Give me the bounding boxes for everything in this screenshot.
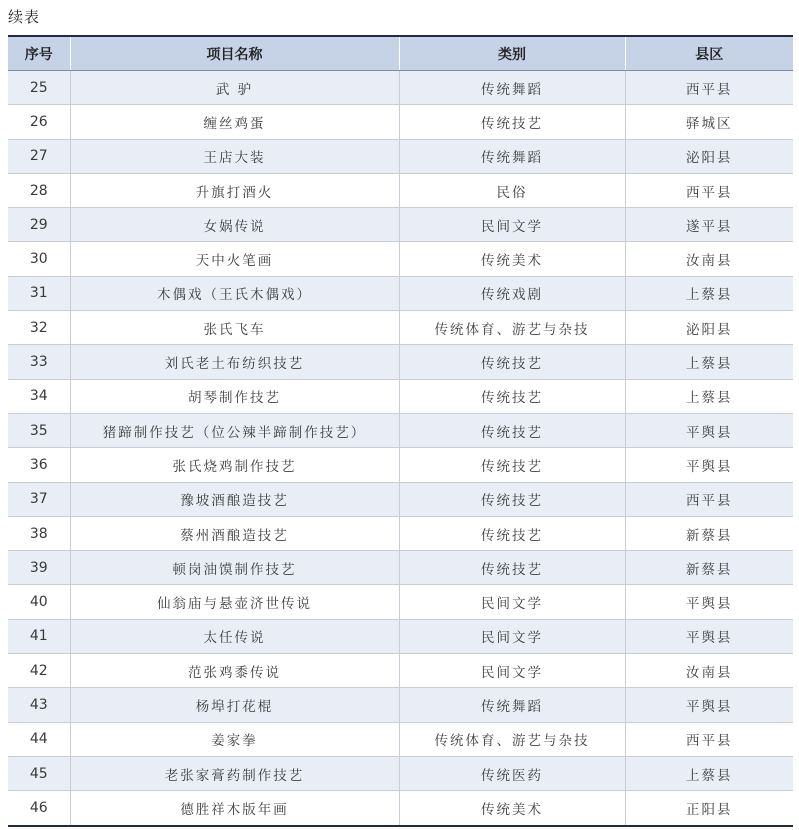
cell-index: 42 [8,654,70,688]
table-row [8,276,793,310]
cell-category: 传统体育、游艺与杂技 [399,722,625,756]
table-row [8,71,793,105]
cell-project-name: 豫坡酒酿造技艺 [70,482,399,516]
table-row [8,722,793,756]
cell-project-name: 姜家拳 [70,722,399,756]
cell-project-name: 武 驴 [70,71,399,105]
cell-index: 40 [8,585,70,619]
cell-county: 平舆县 [625,413,793,447]
table-row [8,379,793,413]
table-row [8,482,793,516]
cell-county: 平舆县 [625,688,793,722]
table-row [8,585,793,619]
cell-county: 泌阳县 [625,311,793,345]
table-row [8,448,793,482]
header-county: 县区 [625,36,793,71]
cell-county: 新蔡县 [625,551,793,585]
cell-category: 民间文学 [399,619,625,653]
cell-project-name: 缠丝鸡蛋 [70,105,399,139]
cell-index: 45 [8,756,70,790]
cell-county: 驿城区 [625,105,793,139]
cell-index: 34 [8,379,70,413]
cell-index: 35 [8,413,70,447]
cell-county: 上蔡县 [625,345,793,379]
cell-project-name: 刘氏老土布纺织技艺 [70,345,399,379]
cell-project-name: 王店大装 [70,139,399,173]
cell-project-name: 天中火笔画 [70,242,399,276]
table-header-row [8,36,793,71]
cell-county: 平舆县 [625,619,793,653]
cell-index: 30 [8,242,70,276]
cell-county: 西平县 [625,71,793,105]
cell-category: 民俗 [399,173,625,207]
cell-project-name: 老张家膏药制作技艺 [70,756,399,790]
table-row [8,105,793,139]
cell-county: 平舆县 [625,448,793,482]
table-row [8,551,793,585]
cell-category: 传统医药 [399,756,625,790]
cell-index: 28 [8,173,70,207]
cell-project-name: 顿岗油馍制作技艺 [70,551,399,585]
cell-index: 25 [8,71,70,105]
cell-category: 传统舞蹈 [399,688,625,722]
cell-category: 传统技艺 [399,345,625,379]
cell-index: 38 [8,516,70,550]
cell-category: 传统舞蹈 [399,139,625,173]
cell-index: 27 [8,139,70,173]
cell-index: 46 [8,791,70,826]
cell-index: 41 [8,619,70,653]
cell-project-name: 蔡州酒酿造技艺 [70,516,399,550]
cell-project-name: 杨埠打花棍 [70,688,399,722]
cell-county: 汝南县 [625,242,793,276]
cell-category: 传统体育、游艺与杂技 [399,311,625,345]
table-row [8,242,793,276]
table-caption: 续表 [8,8,41,26]
cell-category: 传统技艺 [399,516,625,550]
cell-project-name: 女娲传说 [70,208,399,242]
cell-county: 西平县 [625,482,793,516]
cell-county: 西平县 [625,722,793,756]
cell-county: 正阳县 [625,791,793,826]
table-row [8,688,793,722]
cell-category: 传统美术 [399,242,625,276]
table-row [8,173,793,207]
heritage-table [8,35,793,827]
cell-category: 传统美术 [399,791,625,826]
cell-category: 传统技艺 [399,413,625,447]
cell-project-name: 德胜祥木版年画 [70,791,399,826]
cell-county: 汝南县 [625,654,793,688]
cell-county: 遂平县 [625,208,793,242]
cell-index: 39 [8,551,70,585]
cell-category: 民间文学 [399,654,625,688]
table-row [8,139,793,173]
cell-project-name: 猪蹄制作技艺（位公辣半蹄制作技艺） [70,413,399,447]
cell-category: 传统技艺 [399,379,625,413]
cell-project-name: 胡琴制作技艺 [70,379,399,413]
table-row [8,516,793,550]
cell-county: 西平县 [625,173,793,207]
header-project-name: 项目名称 [70,36,399,71]
cell-project-name: 太任传说 [70,619,399,653]
cell-county: 上蔡县 [625,379,793,413]
cell-index: 37 [8,482,70,516]
table-row [8,619,793,653]
table-row [8,345,793,379]
header-category: 类别 [399,36,625,71]
cell-project-name: 张氏烧鸡制作技艺 [70,448,399,482]
cell-category: 民间文学 [399,585,625,619]
cell-category: 传统技艺 [399,105,625,139]
cell-index: 31 [8,276,70,310]
cell-project-name: 升旗打酒火 [70,173,399,207]
cell-county: 上蔡县 [625,276,793,310]
cell-index: 44 [8,722,70,756]
table-row [8,413,793,447]
cell-index: 33 [8,345,70,379]
cell-index: 29 [8,208,70,242]
cell-county: 上蔡县 [625,756,793,790]
table-row [8,208,793,242]
cell-county: 平舆县 [625,585,793,619]
table-row [8,756,793,790]
cell-project-name: 仙翁庙与悬壶济世传说 [70,585,399,619]
header-index: 序号 [8,36,70,71]
cell-category: 传统技艺 [399,482,625,516]
cell-project-name: 范张鸡黍传说 [70,654,399,688]
table-row [8,654,793,688]
cell-category: 民间文学 [399,208,625,242]
cell-project-name: 张氏飞车 [70,311,399,345]
cell-category: 传统舞蹈 [399,71,625,105]
cell-index: 43 [8,688,70,722]
cell-category: 传统戏剧 [399,276,625,310]
cell-index: 26 [8,105,70,139]
cell-category: 传统技艺 [399,448,625,482]
cell-index: 36 [8,448,70,482]
cell-county: 新蔡县 [625,516,793,550]
table-row [8,791,793,826]
cell-county: 泌阳县 [625,139,793,173]
cell-index: 32 [8,311,70,345]
table-row [8,311,793,345]
table-body [8,71,793,826]
cell-project-name: 木偶戏（王氏木偶戏） [70,276,399,310]
cell-category: 传统技艺 [399,551,625,585]
